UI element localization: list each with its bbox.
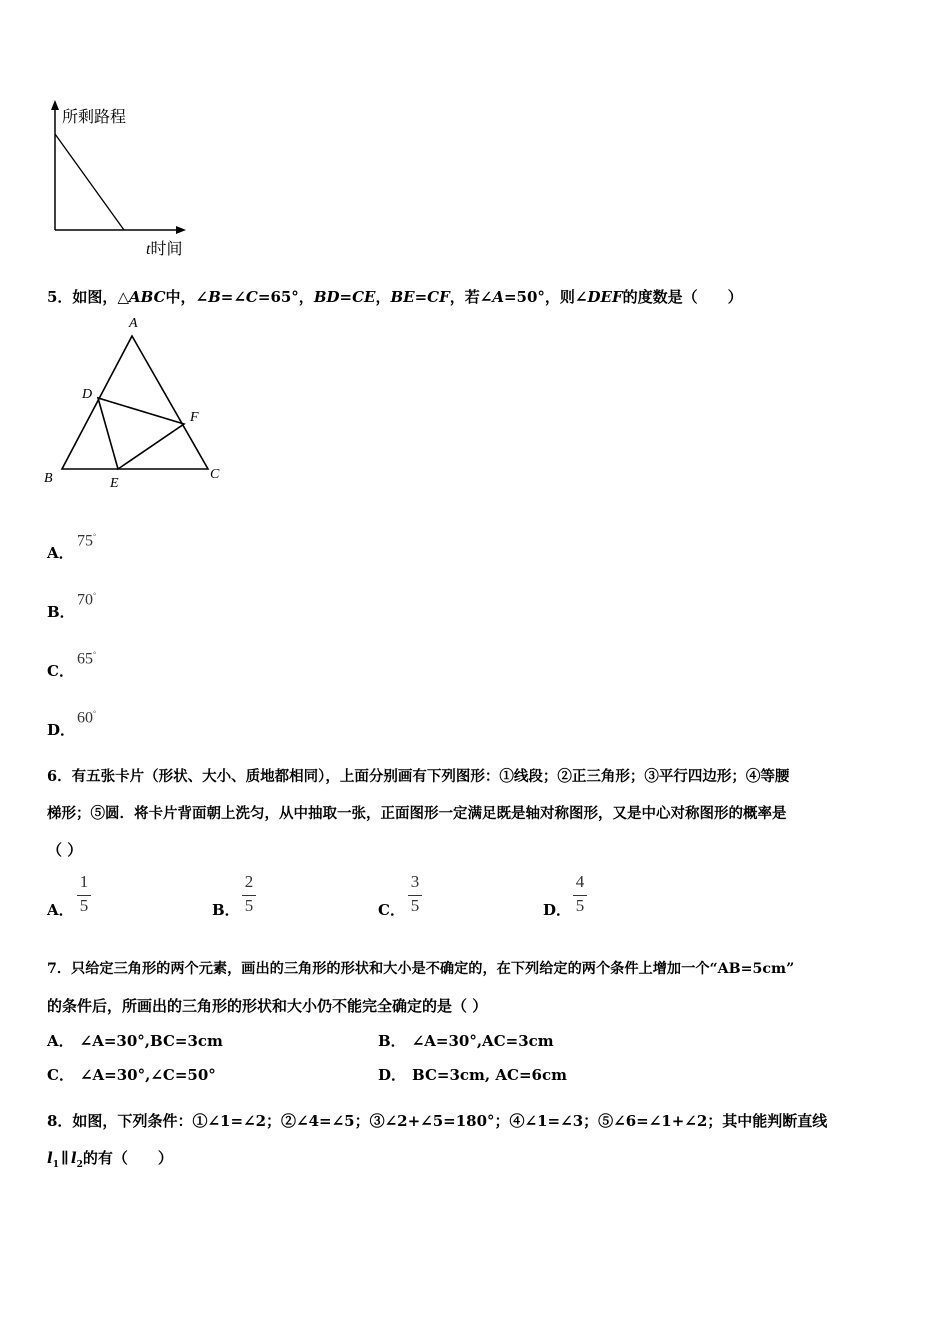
degree-mark: ° <box>93 709 97 718</box>
denominator: 5 <box>410 896 420 915</box>
q7-option-c[interactable] <box>47 1064 216 1085</box>
option-number: 65 <box>77 650 93 668</box>
option-letter: A． <box>47 1032 74 1050</box>
option-value <box>77 591 96 609</box>
q5-angle-a: A= <box>492 288 517 306</box>
q5-stem-part: ∠ <box>233 288 246 306</box>
option-text: ∠A=30°,BC=3cm <box>79 1032 223 1050</box>
option-text: BC=3cm, AC=6cm <box>412 1066 567 1084</box>
q8-stem-line2 <box>47 1147 173 1170</box>
option-letter: B． <box>212 901 240 919</box>
option-letter: A． <box>47 901 74 919</box>
option-letter: D． <box>543 901 572 919</box>
option-letter: A． <box>47 544 74 562</box>
q5-stem-part: ，若∠ <box>449 288 493 306</box>
option-number: 70 <box>77 591 93 609</box>
q6-stem-line1: 6．有五张卡片（形状、大小、质地都相同），上面分别画有下列图形：①线段；②正三角形；③平行四边形；④等腰 <box>47 768 790 785</box>
x-axis-arrow <box>176 226 186 234</box>
q5-stem-part: ， <box>375 288 391 306</box>
label-e: E <box>110 476 119 491</box>
q5-triangle-figure <box>40 316 240 498</box>
option-letter: B． <box>378 1032 406 1050</box>
option-letter: B． <box>47 603 75 621</box>
option-letter: D． <box>47 721 76 739</box>
line-l1: l <box>47 1149 53 1167</box>
q5-stem <box>47 286 743 307</box>
denominator: 5 <box>575 896 585 915</box>
q5-be-cf: BE=CF <box>390 288 450 306</box>
option-text: ∠A=30°,AC=3cm <box>411 1032 554 1050</box>
degree-mark: ° <box>93 532 97 541</box>
q7-stem-line2: 的条件后，所画出的三角形的形状和大小仍不能完全确定的是（ ） <box>47 997 488 1015</box>
x-axis-word: 时间 <box>150 239 183 258</box>
q5-stem-part: 中，∠ <box>165 288 209 306</box>
option-number: 75 <box>77 532 93 550</box>
q7-stem-line1: 7．只给定三角形的两个元素，画出的三角形的形状和大小是不确定的，在下列给定的两个条件上增加一个“AB=5cm” <box>47 961 795 977</box>
line-l2: l <box>70 1149 77 1167</box>
q5-stem-part: 5．如图， <box>47 288 118 306</box>
y-axis-label: 所剩路程 <box>62 107 127 126</box>
line-l2-subscript: 2 <box>76 1160 83 1170</box>
option-number: 60 <box>77 709 93 727</box>
q8-stem-line1: 8．如图，下列条件：①∠1=∠2；②∠4=∠5；③∠2+∠5=180°；④∠1=∠3；⑤∠6=∠1+∠2；其中能判断直线 <box>47 1112 828 1130</box>
option-letter: C． <box>378 901 405 919</box>
q5-triangle-name: △ABC <box>117 288 166 306</box>
label-c: C <box>210 467 220 482</box>
option-letter: D． <box>378 1066 407 1084</box>
label-f: F <box>190 410 199 425</box>
q7-option-b[interactable] <box>378 1030 554 1051</box>
option-letter: C． <box>47 662 74 680</box>
distance-line <box>55 134 124 230</box>
denominator: 5 <box>244 896 254 915</box>
distance-time-graph <box>40 98 200 258</box>
option-value <box>77 709 96 727</box>
label-a: A <box>129 316 138 331</box>
degree-mark: ° <box>93 591 97 600</box>
q5-angle-def: DEF <box>587 288 623 306</box>
x-axis-var: t <box>146 241 151 258</box>
q5-stem-part: 的度数是（ ） <box>622 288 743 306</box>
q5-angle-b: B= <box>208 288 234 306</box>
q5-angle-c: C= <box>245 288 271 306</box>
numerator: 2 <box>244 872 254 891</box>
option-letter: C． <box>47 1066 74 1084</box>
triangle-def <box>98 398 184 469</box>
option-text: ∠A=30°,∠C=50° <box>79 1066 216 1084</box>
numerator: 4 <box>575 872 585 891</box>
x-axis-label <box>146 236 182 259</box>
q5-bd-ce: BD=CE <box>313 288 376 306</box>
numerator: 1 <box>79 872 89 891</box>
line-l1-subscript: 1 <box>52 1160 59 1170</box>
q5-stem-part: 50°，则∠ <box>516 288 588 306</box>
q5-stem-part: 65°， <box>270 288 314 306</box>
parallel-symbol: ∥ <box>60 1149 69 1167</box>
q6-stem-line2: 梯形；⑤圆．将卡片背面朝上洗匀，从中抽取一张，正面图形一定满足既是轴对称图形，又是中心对称图形的概率是 <box>47 805 787 822</box>
y-axis-arrow <box>51 100 59 110</box>
option-value <box>77 650 96 668</box>
q6-stem-line3: （ ） <box>47 841 83 859</box>
q8-stem-tail: 的有（ ） <box>82 1149 173 1167</box>
q7-option-a[interactable] <box>47 1030 223 1051</box>
option-value <box>77 532 96 550</box>
label-d: D <box>82 387 93 402</box>
degree-mark: ° <box>93 650 97 659</box>
q7-option-d[interactable] <box>378 1064 567 1085</box>
label-b: B <box>44 471 53 486</box>
numerator: 3 <box>410 872 420 891</box>
denominator: 5 <box>79 896 89 915</box>
